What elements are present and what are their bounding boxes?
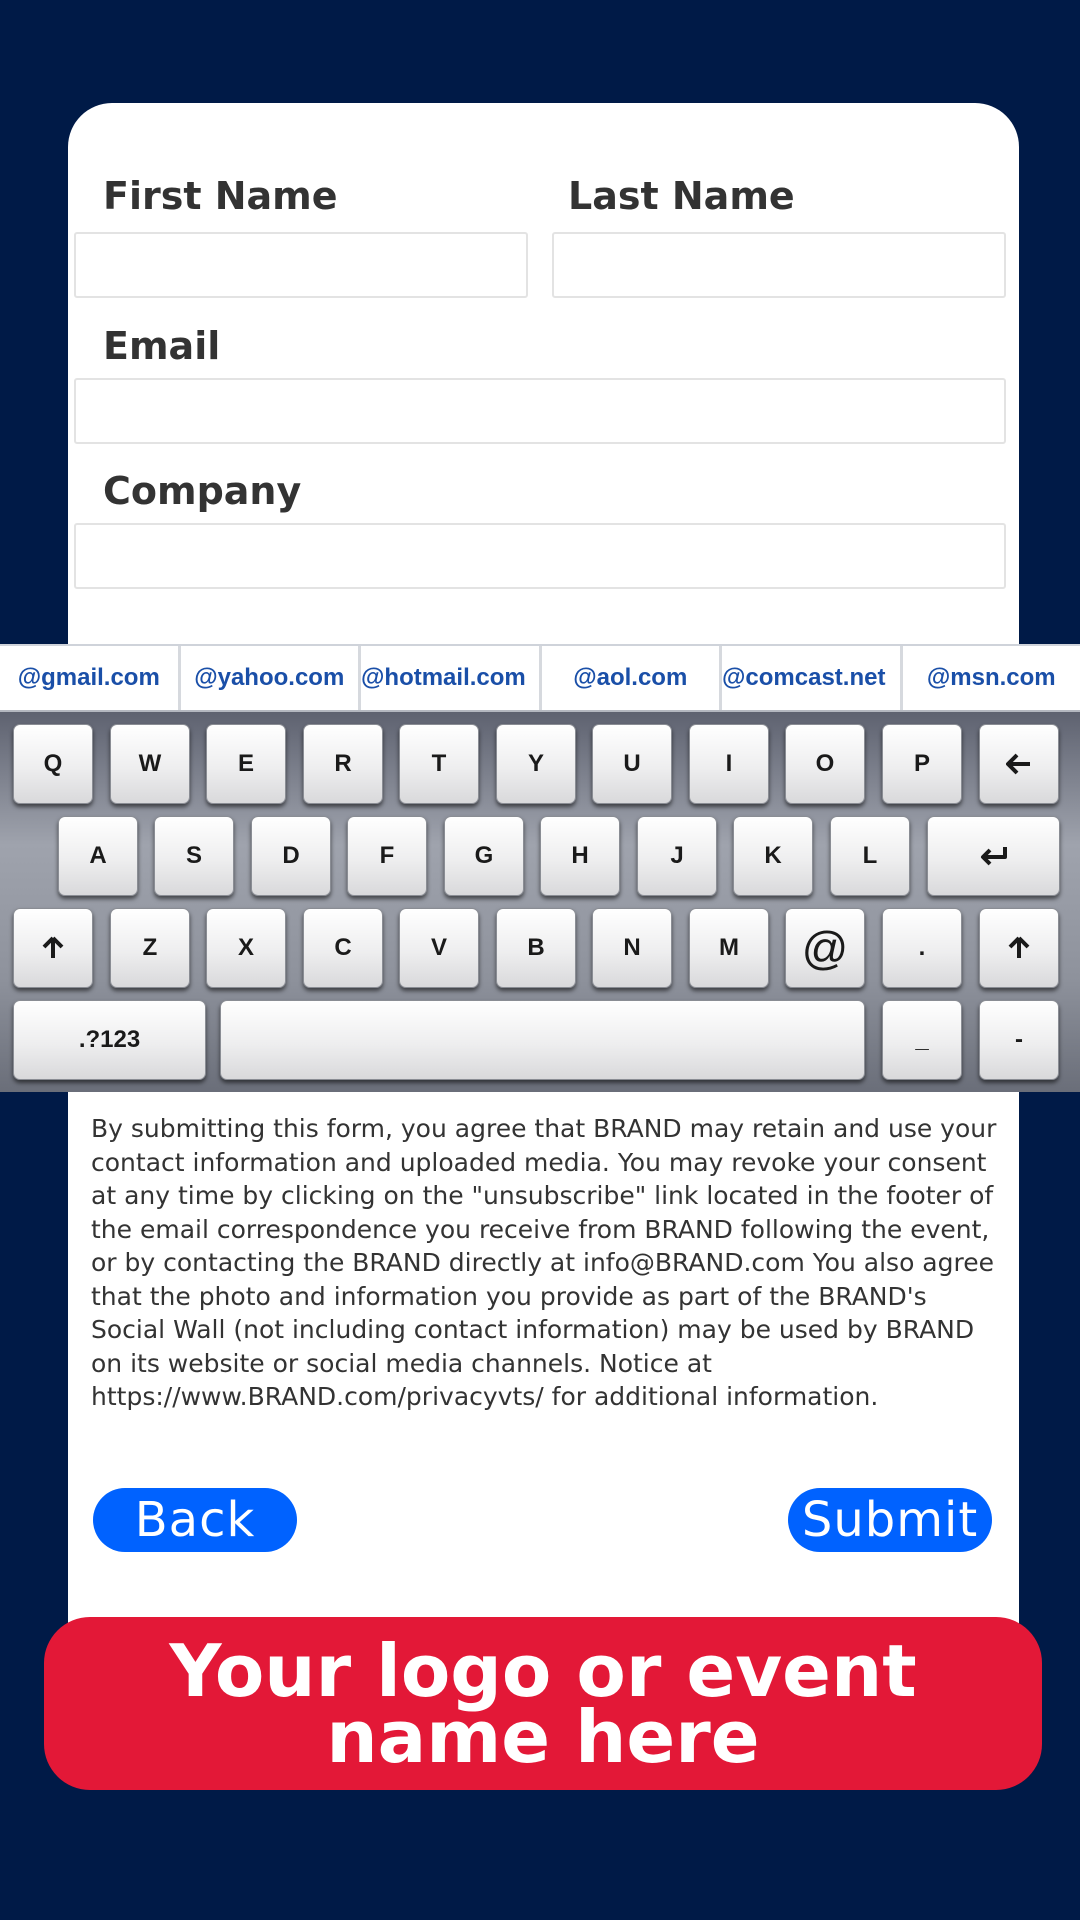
submit-button[interactable]: Submit — [788, 1488, 992, 1552]
key-f[interactable]: F — [347, 816, 427, 896]
key-b[interactable]: B — [496, 908, 576, 988]
key-v[interactable]: V — [399, 908, 479, 988]
key-o[interactable]: O — [785, 724, 865, 804]
last-name-input[interactable] — [552, 232, 1006, 298]
space-key[interactable] — [220, 1000, 865, 1080]
key-underscore[interactable]: _ — [882, 1000, 962, 1080]
suggestion-hotmail[interactable]: @hotmail.com — [361, 646, 542, 710]
key-t[interactable]: T — [399, 724, 479, 804]
key-d[interactable]: D — [251, 816, 331, 896]
first-name-input[interactable] — [74, 232, 528, 298]
key-p[interactable]: P — [882, 724, 962, 804]
company-input[interactable] — [74, 523, 1006, 589]
key-x[interactable]: X — [206, 908, 286, 988]
suggestion-yahoo[interactable]: @yahoo.com — [181, 646, 362, 710]
suggestion-gmail[interactable]: @gmail.com — [0, 646, 181, 710]
key-s[interactable]: S — [154, 816, 234, 896]
email-domain-suggestions — [0, 644, 1080, 712]
enter-key[interactable] — [927, 816, 1060, 896]
key-q[interactable]: Q — [13, 724, 93, 804]
key-dot[interactable]: . — [882, 908, 962, 988]
key-y[interactable]: Y — [496, 724, 576, 804]
email-input[interactable] — [74, 378, 1006, 444]
on-screen-keyboard — [0, 644, 1080, 1092]
backspace-arrow-icon — [1006, 753, 1032, 775]
key-i[interactable]: I — [689, 724, 769, 804]
suggestion-comcast[interactable]: @comcast.net — [722, 646, 903, 710]
backspace-key[interactable] — [979, 724, 1059, 804]
key-g[interactable]: G — [444, 816, 524, 896]
key-c[interactable]: C — [303, 908, 383, 988]
key-m[interactable]: M — [689, 908, 769, 988]
shift-key-right[interactable] — [979, 908, 1059, 988]
company-label: Company — [103, 469, 302, 513]
key-j[interactable]: J — [637, 816, 717, 896]
back-button[interactable]: Back — [93, 1488, 297, 1552]
key-at[interactable]: @ — [785, 908, 865, 988]
key-dash[interactable]: - — [979, 1000, 1059, 1080]
suggestion-msn[interactable]: @msn.com — [926, 664, 1056, 691]
key-w[interactable]: W — [110, 724, 190, 804]
key-k[interactable]: K — [733, 816, 813, 896]
key-z[interactable]: Z — [110, 908, 190, 988]
key-u[interactable]: U — [592, 724, 672, 804]
consent-disclaimer: By submitting this form, you agree that BRAND may retain and use your contact information and uploaded media. You may revoke your consent at any time by clicking on the "unsubscribe" link located in the footer of the email correspondence you receive from BRAND following the event, or by contacting the BRAND directly at info@BRAND.com You also agree that the photo and information you provide as part of the BRAND's Social Wall (not including contact information) may be used by BRAND on its website or social media channels. Notice at https://www.BRAND.com/privacyvts/ for additional information. — [91, 1114, 997, 1411]
symbols-mode-key[interactable]: .?123 — [13, 1000, 206, 1080]
shift-arrow-icon — [42, 936, 64, 960]
key-n[interactable]: N — [592, 908, 672, 988]
first-name-label: First Name — [103, 174, 338, 218]
key-a[interactable]: A — [58, 816, 138, 896]
shift-arrow-icon — [1008, 936, 1030, 960]
key-l[interactable]: L — [830, 816, 910, 896]
shift-key-left[interactable] — [13, 908, 93, 988]
keyboard-keys — [0, 712, 1080, 1092]
key-h[interactable]: H — [540, 816, 620, 896]
key-e[interactable]: E — [206, 724, 286, 804]
banner-text: Your logo or event name here — [169, 1628, 917, 1779]
enter-return-icon — [979, 845, 1009, 867]
key-r[interactable]: R — [303, 724, 383, 804]
email-label: Email — [103, 324, 221, 368]
event-logo-banner — [44, 1617, 1042, 1790]
last-name-label: Last Name — [568, 174, 795, 218]
suggestion-aol[interactable]: @aol.com — [542, 646, 723, 710]
